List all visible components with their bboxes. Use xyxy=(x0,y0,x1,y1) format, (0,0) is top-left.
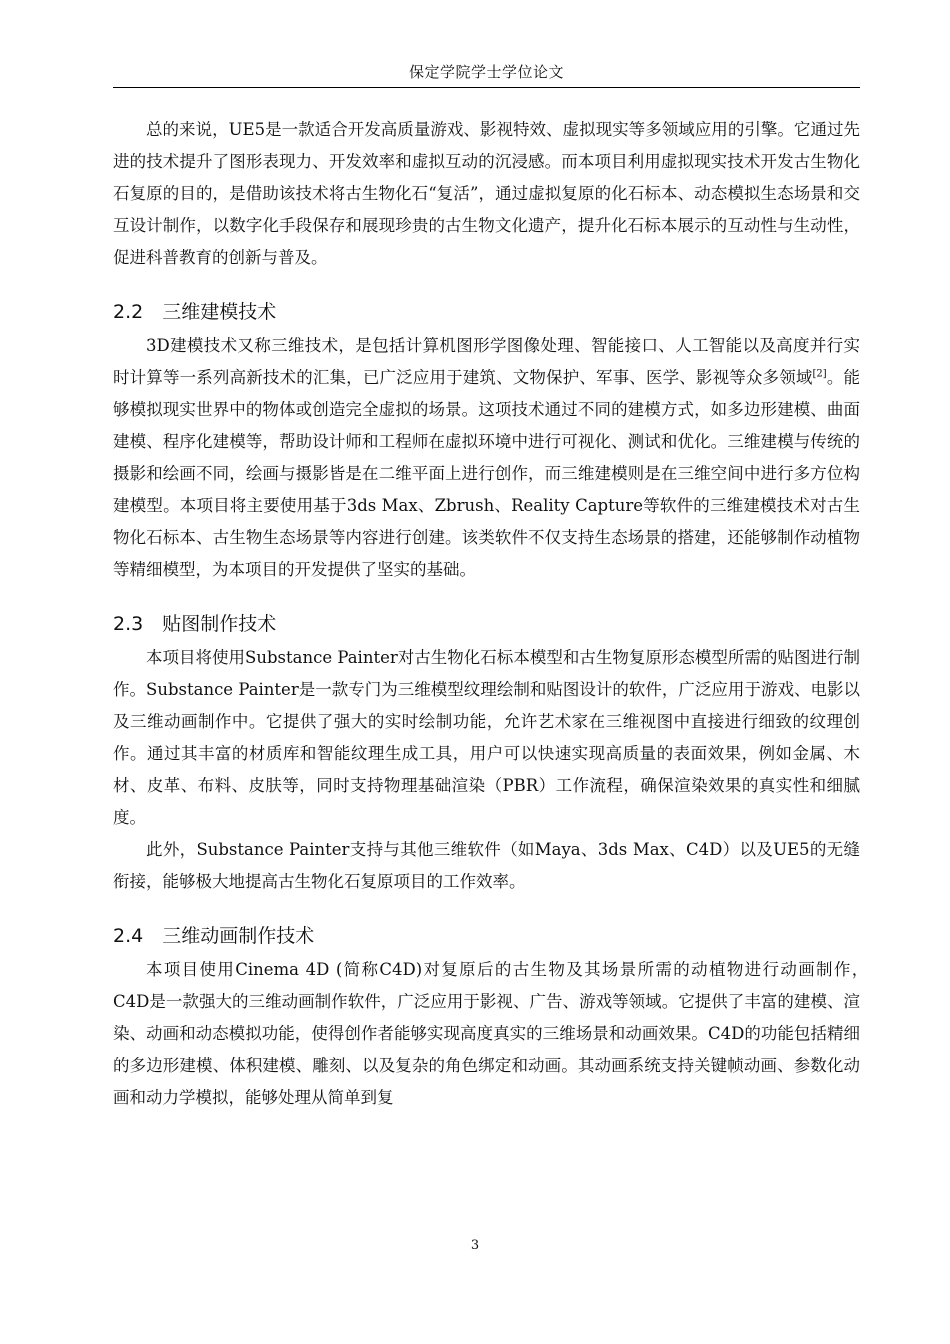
running-header: 保定学院学士学位论文 xyxy=(408,63,564,81)
header-rule xyxy=(113,87,860,88)
section-2-2-text-part2: 。能够模拟现实世界中的物体或创造完全虚拟的场景。这项技术通过不同的建模方式，如多边形建模、曲面建模、程序化建模等，帮助设计师和工程师在虚拟环境中进行可视化、测试和优化。三维建模与传统的摄影和绘画不同，绘画与摄影皆是在二维平面上进行创作，而三维建模则是在三维空间中进行多方位构建模型。本项目将主要使用基于3ds Max、Zbrush、Reality Capture等软件的三维建模技术对古生物化石标本、古生物生态场景等内容进行创建。该类软件不仅支持生态场景的搭建，还能够制作动植物等精细模型，为本项目的开发提供了坚实的基础。 xyxy=(113,368,861,579)
section-heading-2-2: 2.2 三维建模技术 xyxy=(113,301,277,323)
section-2-2-paragraph xyxy=(113,330,860,586)
citation-reference: [2] xyxy=(812,368,827,380)
section-2-3-paragraph-1: 本项目将使用Substance Painter对古生物化石标本模型和古生物复原形态模型所需的贴图进行制作。Substance Painter是一款专门为三维模型纹理绘制和贴图设计的软件，广泛应用于游戏、电影以及三维动画制作中。它提供了强大的实时绘制功能，允许艺术家在三维视图中直接进行细致的纹理创作。通过其丰富的材质库和智能纹理生成工具，用户可以快速实现高质量的表面效果，例如金属、木材、皮革、布料、皮肤等，同时支持物理基础渲染（PBR）工作流程，确保渲染效果的真实性和细腻度。 xyxy=(113,648,860,827)
section-heading-2-4: 2.4 三维动画制作技术 xyxy=(113,925,315,947)
section-2-3-paragraph-2: 此外，Substance Painter支持与其他三维软件（如Maya、3ds Max、C4D）以及UE5的无缝衔接，能够极大地提高古生物化石复原项目的工作效率。 xyxy=(113,840,860,891)
page-body xyxy=(113,114,877,1114)
page-number: 3 xyxy=(470,1238,480,1253)
section-heading-2-3: 2.3 贴图制作技术 xyxy=(113,613,277,635)
section-2-4-paragraph-1: 本项目使用Cinema 4D (简称C4D)对复原后的古生物及其场景所需的动植物进行动画制作， C4D是一款强大的三维动画制作软件，广泛应用于影视、广告、游戏等领域。它提供了丰富的建模、渲染、动画和动态模拟功能，使得创作者能够实现高度真实的三维场景和动画效果。C4D的功能包括精细的多边形建模、体积建模、雕刻、以及复杂的角色绑定和动画。其动画系统支持关键帧动画、参数化动画和动力学模拟，能够处理从简单到复 xyxy=(113,960,877,1107)
intro-paragraph: 总的来说，UE5是一款适合开发高质量游戏、影视特效、虚拟现实等多领域应用的引擎。它通过先进的技术提升了图形表现力、开发效率和虚拟互动的沉浸感。而本项目利用虚拟现实技术开发古生物化石复原的目的，是借助该技术将古生物化石“复活”，通过虚拟复原的化石标本、动态模拟生态场景和交互设计制作，以数字化手段保存和展现珍贵的古生物文化遗产，提升化石标本展示的互动性与生动性，促进科普教育的创新与普及。 xyxy=(113,120,860,267)
section-2-2-text-part1: 3D建模技术又称三维技术，是包括计算机图形学图像处理、智能接口、人工智能以及高度并行实时计算等一系列高新技术的汇集，已广泛应用于建筑、文物保护、军事、医学、影视等众多领域 xyxy=(113,336,860,387)
